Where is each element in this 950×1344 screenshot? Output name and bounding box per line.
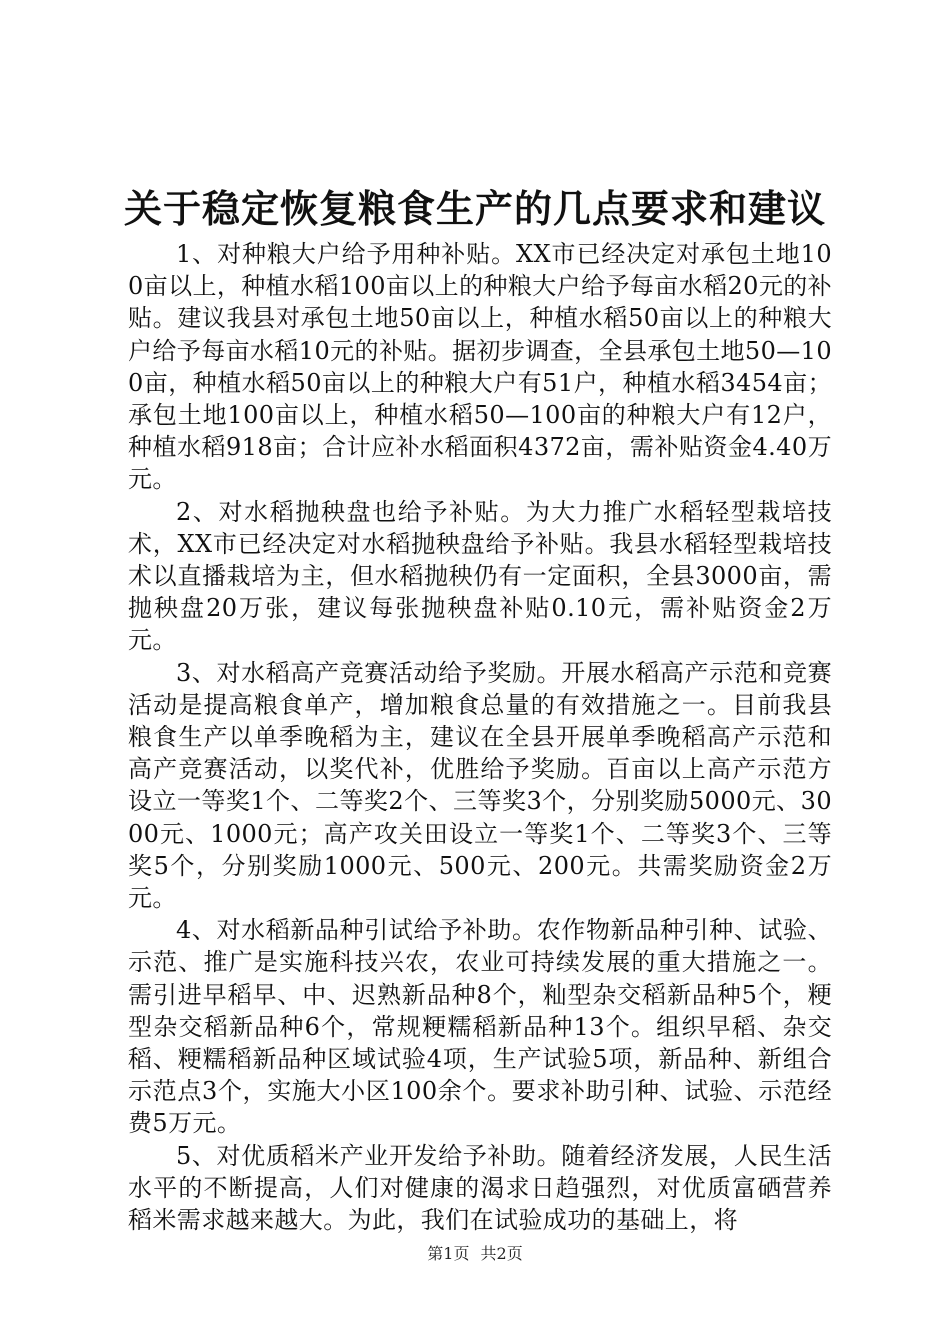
document-title: 关于稳定恢复粮食生产的几点要求和建议 (123, 186, 826, 231)
paragraph-5: 5、对优质稻米产业开发给予补助。随着经济发展，人民生活水平的不断提高，人们对健康的渴求日趋强烈，对优质富硒营养稻米需求越来越大。为此，我们在试验成功的基础上，将 (128, 1141, 832, 1235)
page-total: 共2页 (480, 1244, 523, 1263)
paragraph-3: 3、对水稻高产竞赛活动给予奖励。开展水稻高产示范和竞赛活动是提高粮食单产，增加粮食总量的有效措施之一。目前我县粮食生产以单季晚稻为主，建议在全县开展单季晚稻高产示范和高产竞赛活动，以奖代补，优胜给予奖励。百亩以上高产示范方设立一等奖1个、二等奖2个、三等奖3个，分别奖励5000元、3000元、1000元；高产攻关田设立一等奖1个、二等奖3个、三等奖5个，分别奖励1000元、500元、200元。共需奖励资金2万元。 (128, 658, 832, 913)
page-number: 第1页 (427, 1244, 470, 1263)
page-footer (0, 1243, 950, 1265)
paragraph-4: 4、对水稻新品种引试给予补助。农作物新品种引种、试验、示范、推广是实施科技兴农，农业可持续发展的重大措施之一。需引进早稻早、中、迟熟新品种8个，籼型杂交稻新品种5个，粳型杂交稻新品种6个，常规粳糯稻新品种13个。组织早稻、杂交稻、粳糯稻新品种区域试验4项，生产试验5项，新品种、新组合示范点3个，实施大小区100余个。要求补助引种、试验、示范经费5万元。 (128, 916, 832, 1138)
paragraph-1: 1、对种粮大户给予用种补贴。XX市已经决定对承包土地100亩以上，种植水稻100亩以上的种粮大户给予每亩水稻20元的补贴。建议我县对承包土地50亩以上，种植水稻50亩以上的种粮大户给予每亩水稻10元的补贴。据初步调查，全县承包土地50—100亩，种植水稻50亩以上的种粮大户有51户，种植水稻3454亩；承包土地100亩以上，种植水稻50—100亩的种粮大户有12户，种植水稻918亩；合计应补水稻面积4372亩，需补贴资金4.40万元。 (128, 240, 833, 494)
document-body (128, 238, 832, 1236)
paragraph-2: 2、对水稻抛秧盘也给予补贴。为大力推广水稻轻型栽培技术，XX市已经决定对水稻抛秧盘给予补贴。我县水稻轻型栽培技术以直播栽培为主，但水稻抛秧仍有一定面积，全县3000亩，需抛秧盘20万张，建议每张抛秧盘补贴0.10元，需补贴资金2万元。 (128, 497, 832, 655)
